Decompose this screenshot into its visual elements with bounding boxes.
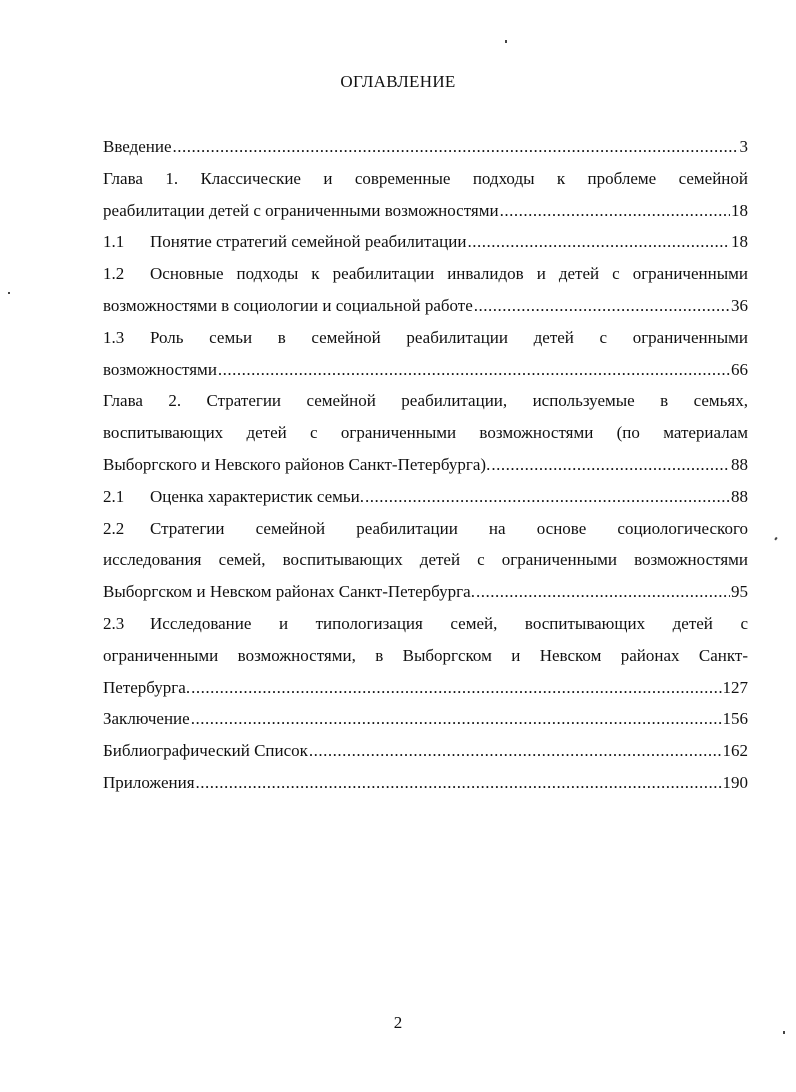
toc-entry-line-wrap: [103, 290, 748, 322]
section-number: 2.1: [103, 486, 125, 506]
section-number: 1.2: [103, 264, 125, 284]
section-number: 2.3: [103, 613, 125, 633]
toc-page: 156: [722, 709, 748, 729]
toc-entry-2-2: [103, 513, 748, 545]
toc-entry-appendices: [103, 767, 748, 799]
toc-entry-line-wrap: [103, 544, 748, 576]
toc-page: 18: [731, 200, 748, 220]
toc-entry-text: Петербурга.: [103, 677, 191, 697]
toc-entry-line: Основные подходы к реабилитации инвалидов и детей с ограниченными: [150, 264, 748, 284]
toc-entry-line-wrap: [103, 354, 748, 386]
toc-entry-1-1: [103, 226, 748, 258]
leader-dots: [365, 481, 730, 513]
toc-entry-intro: [103, 131, 748, 163]
section-number: 2.2: [103, 518, 125, 538]
scan-speck: [8, 292, 10, 294]
toc-entry-line: Глава 1. Классические и современные подходы к проблеме семейной: [103, 168, 748, 188]
toc-entry-text: возможностями: [103, 359, 217, 379]
toc-entry-text: Понятие стратегий семейной реабилитации: [150, 232, 467, 252]
leader-dots: [191, 672, 721, 704]
toc-entry-1-3: [103, 322, 748, 354]
toc-entry-text: Приложения: [103, 772, 195, 792]
toc-entry-line: ограниченными возможностями, в Выборгском и Невском районах Санкт-: [103, 645, 748, 665]
section-number: 1.1: [103, 232, 125, 252]
toc-entry-line-wrap: [103, 195, 748, 227]
toc-entry-line-wrap: [103, 417, 748, 449]
toc-entry-line: Роль семьи в семейной реабилитации детей с ограниченными: [150, 327, 748, 347]
toc-page: 88: [731, 486, 748, 506]
page-number: 2: [393, 1013, 403, 1032]
toc-entry-chapter1: [103, 163, 748, 195]
toc-page: 3: [739, 137, 748, 156]
toc-page: 162: [722, 741, 748, 761]
toc-entry-text: Выборгском и Невском районах Санкт-Петербурга.: [103, 582, 475, 602]
toc-page: 18: [731, 232, 748, 252]
toc-page: 127: [722, 677, 748, 697]
toc-page: 36: [731, 295, 748, 315]
page-title: ОГЛАВЛЕНИЕ: [340, 72, 456, 91]
leader-dots: [491, 449, 730, 481]
toc-entry-line-wrap: [103, 672, 748, 704]
section-number: 1.3: [103, 327, 125, 347]
toc-entry-text: Выборгского и Невского районов Санкт-Петербурга).: [103, 454, 491, 474]
toc-entry-text: Библиографический Список: [103, 741, 308, 761]
toc-entry-line-wrap: [103, 449, 748, 481]
scan-speck: [505, 40, 507, 43]
toc-entry-text: Оценка характеристик семьи.: [150, 486, 365, 506]
toc-page: 88: [731, 454, 748, 474]
leader-dots: [196, 767, 722, 799]
toc-entry-line-wrap: [103, 640, 748, 672]
toc-entry-line: Глава 2. Стратегии семейной реабилитации, используемые в семьях,: [103, 391, 748, 411]
toc-entry-line: Стратегии семейной реабилитации на основе социологического: [150, 518, 748, 538]
toc-entry-2-1: [103, 481, 748, 513]
toc-entry-chapter2: [103, 385, 748, 417]
toc-entry-1-2: [103, 258, 748, 290]
toc-entry-conclusion: [103, 703, 748, 735]
toc-entry-line: исследования семей, воспитывающих детей с ограниченными возможностями: [103, 550, 748, 570]
leader-dots: [474, 290, 730, 322]
leader-dots: [173, 131, 739, 163]
scan-speck: [774, 537, 777, 540]
leader-dots: [500, 195, 730, 227]
toc-entry-text: Заключение: [103, 709, 190, 729]
leader-dots: [309, 735, 722, 767]
toc-entry-2-3: [103, 608, 748, 640]
toc-entry-line: Исследование и типологизация семей, воспитывающих детей с: [150, 613, 748, 633]
leader-dots: [218, 354, 730, 386]
leader-dots: [467, 226, 730, 258]
toc-page: 95: [731, 582, 748, 602]
leader-dots: [476, 576, 730, 608]
toc-entry-text: реабилитации детей с ограниченными возможностями: [103, 200, 499, 220]
toc-page: 66: [731, 359, 748, 379]
toc-page: 190: [722, 772, 748, 792]
leader-dots: [191, 703, 722, 735]
table-of-contents: [103, 131, 748, 799]
toc-entry-text: возможностями в социологии и социальной работе: [103, 295, 473, 315]
toc-entry-line-wrap: [103, 576, 748, 608]
toc-entry-text: Введение: [103, 137, 172, 156]
toc-entry-bibliography: [103, 735, 748, 767]
toc-entry-line: воспитывающих детей с ограниченными возможностями (по материалам: [103, 423, 748, 443]
